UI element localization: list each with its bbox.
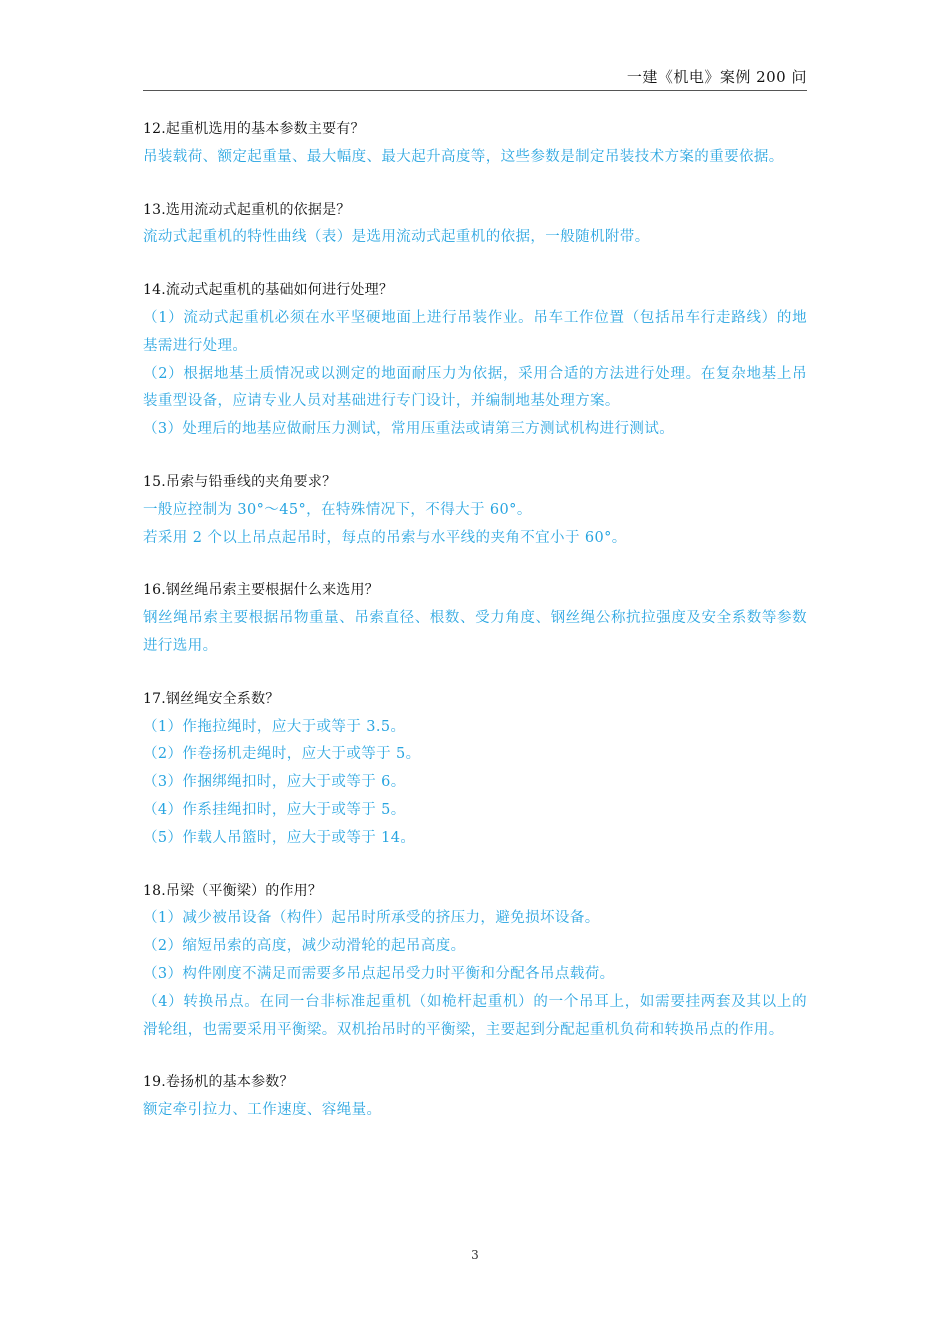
- answer-17-1: （1）作拖拉绳时，应大于或等于 3.5。: [143, 718, 406, 735]
- page-footer: [0, 1248, 950, 1262]
- answer-17-5: （5）作载人吊篮时，应大于或等于 14。: [143, 829, 416, 846]
- page-number: 3: [471, 1248, 479, 1262]
- answer-17-3: （3）作捆绑绳扣时，应大于或等于 6。: [143, 774, 406, 791]
- answer-17-2: （2）作卷扬机走绳时，应大于或等于 5。: [143, 746, 421, 763]
- answer-18-4: （4）转换吊点。在同一台非标准起重机（如桅杆起重机）的一个吊耳上，如需要挂两套及其以上的滑轮组，也需要采用平衡梁。双机抬吊时的平衡梁，主要起到分配起重机负荷和转换吊点的作用。: [143, 993, 807, 1038]
- header-title: 一建《机电》案例 200 问: [626, 68, 807, 86]
- question-12: 12.起重机选用的基本参数主要有？: [143, 121, 365, 137]
- answer-15-1: 一般应控制为 30°～45°，在特殊情况下，不得大于 60°。: [143, 501, 532, 518]
- answer-14-2: （2）根据地基土质情况或以测定的地面耐压力为依据，采用合适的方法进行处理。在复杂地基上吊装重型设备，应请专业人员对基础进行专门设计，并编制地基处理方案。: [143, 365, 807, 410]
- qa-block-15: [143, 469, 807, 552]
- question-15: 15.吊索与铅垂线的夹角要求？: [143, 473, 337, 490]
- qa-block-16: [143, 577, 807, 660]
- answer-18-2: （2）缩短吊索的高度，减少动滑轮的起吊高度。: [143, 938, 466, 955]
- answer-19-1: 额定牵引拉力、工作速度、容绳量。: [143, 1102, 382, 1119]
- qa-block-12: [143, 116, 807, 172]
- question-18: 18.吊梁（平衡梁）的作用？: [143, 882, 323, 899]
- answer-18-3: （3）构件刚度不满足而需要多吊点起吊受力时平衡和分配各吊点载荷。: [143, 965, 615, 982]
- question-19: 19.卷扬机的基本参数？: [143, 1074, 294, 1091]
- qa-block-19: [143, 1069, 807, 1125]
- answer-18-1: （1）减少被吊设备（构件）起吊时所承受的挤压力，避免损坏设备。: [143, 910, 600, 927]
- question-14: 14.流动式起重机的基础如何进行处理？: [143, 282, 394, 299]
- page-header: [143, 66, 807, 91]
- qa-block-18: [143, 878, 807, 1045]
- page-content: [143, 116, 807, 1150]
- question-17: 17.钢丝绳安全系数？: [143, 690, 280, 707]
- answer-14-3: （3）处理后的地基应做耐压力测试，常用压重法或请第三方测试机构进行测试。: [143, 421, 675, 438]
- question-13: 13.选用流动式起重机的依据是？: [143, 201, 351, 218]
- answer-13-1: 流动式起重机的特性曲线（表）是选用流动式起重机的依据，一般随机附带。: [143, 229, 650, 246]
- qa-block-17: [143, 686, 807, 853]
- answer-12-1: 吊装载荷、额定起重量、最大幅度、最大起升高度等，这些参数是制定吊装技术方案的重要依据。: [143, 148, 784, 165]
- answer-14-1: （1）流动式起重机必须在水平坚硬地面上进行吊装作业。吊车工作位置（包括吊车行走路线）的地基需进行处理。: [143, 309, 807, 354]
- answer-17-4: （4）作系挂绳扣时，应大于或等于 5。: [143, 801, 406, 818]
- qa-block-13: [143, 197, 807, 253]
- answer-16-1: 钢丝绳吊索主要根据吊物重量、吊索直径、根数、受力角度、钢丝绳公称抗拉强度及安全系数等参数进行选用。: [143, 610, 807, 654]
- answer-15-2: 若采用 2 个以上吊点起吊时，每点的吊索与水平线的夹角不宜小于 60°。: [143, 529, 627, 546]
- qa-block-14: [143, 277, 807, 444]
- question-16: 16.钢丝绳吊索主要根据什么来选用？: [143, 582, 379, 599]
